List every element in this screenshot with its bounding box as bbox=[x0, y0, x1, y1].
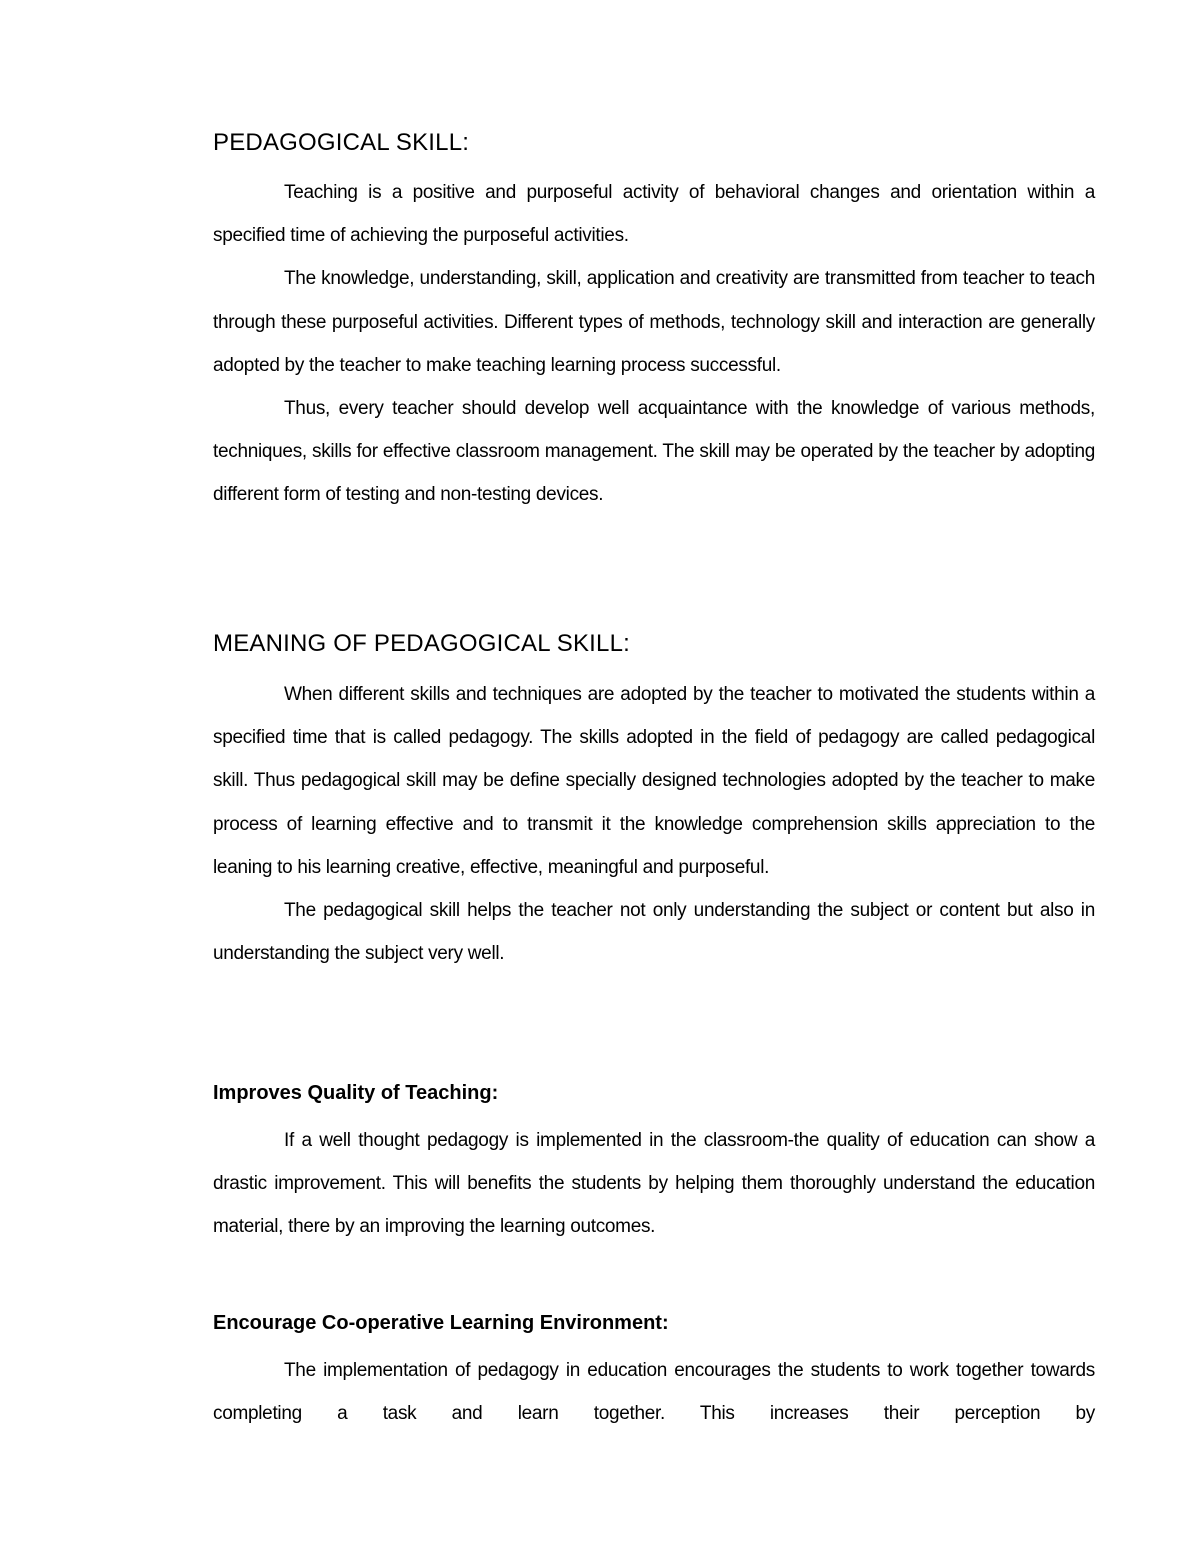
paragraph: If a well thought pedagogy is implemented in the classroom-the quality of education can show a drastic improvement. This will benefits the students by helping them thoroughly understand the education material, there by an improving the learning outcomes. bbox=[213, 1130, 1095, 1238]
paragraph: The implementation of pedagogy in education encourages the students to work together towards completing a task and learn together. This increases their perception by bbox=[213, 1360, 1095, 1425]
section-heading-pedagogical-skill: PEDAGOGICAL SKILL: bbox=[213, 129, 470, 156]
section-body-improves-quality bbox=[213, 1119, 1095, 1249]
section-body-pedagogical-skill bbox=[213, 171, 1095, 517]
paragraph: The pedagogical skill helps the teacher not only understanding the subject or content but also in understanding the subject very well. bbox=[213, 900, 1095, 965]
section-body-cooperative-learning bbox=[213, 1349, 1095, 1435]
section-body-meaning bbox=[213, 673, 1095, 975]
paragraph: When different skills and techniques are adopted by the teacher to motivated the students within a specified time that is called pedagogy. The skills adopted in the field of pedagogy are called pedagogical skill. Thus pedagogical skill may be define specially designed technologies adopted by the teacher to make process of learning effective and to transmit it the knowledge comprehension skills appreciation to the leaning to his learning creative, effective, meaningful and purposeful. bbox=[213, 684, 1095, 878]
section-heading-cooperative-learning: Encourage Co-operative Learning Environment: bbox=[213, 1312, 669, 1334]
paragraph: The knowledge, understanding, skill, application and creativity are transmitted from teacher to teach through these purposeful activities. Different types of methods, technology skill and interaction are generally adopted by the teacher to make teaching learning process successful. bbox=[213, 268, 1095, 376]
section-heading-meaning-of-pedagogical-skill: MEANING OF PEDAGOGICAL SKILL: bbox=[213, 630, 631, 657]
paragraph: Thus, every teacher should develop well acquaintance with the knowledge of various methods, techniques, skills for effective classroom management. The skill may be operated by the teacher by adopting different form of testing and non-testing devices. bbox=[213, 398, 1095, 506]
section-heading-improves-quality: Improves Quality of Teaching: bbox=[213, 1082, 499, 1104]
paragraph: Teaching is a positive and purposeful activity of behavioral changes and orientation within a specified time of achieving the purposeful activities. bbox=[213, 182, 1095, 247]
